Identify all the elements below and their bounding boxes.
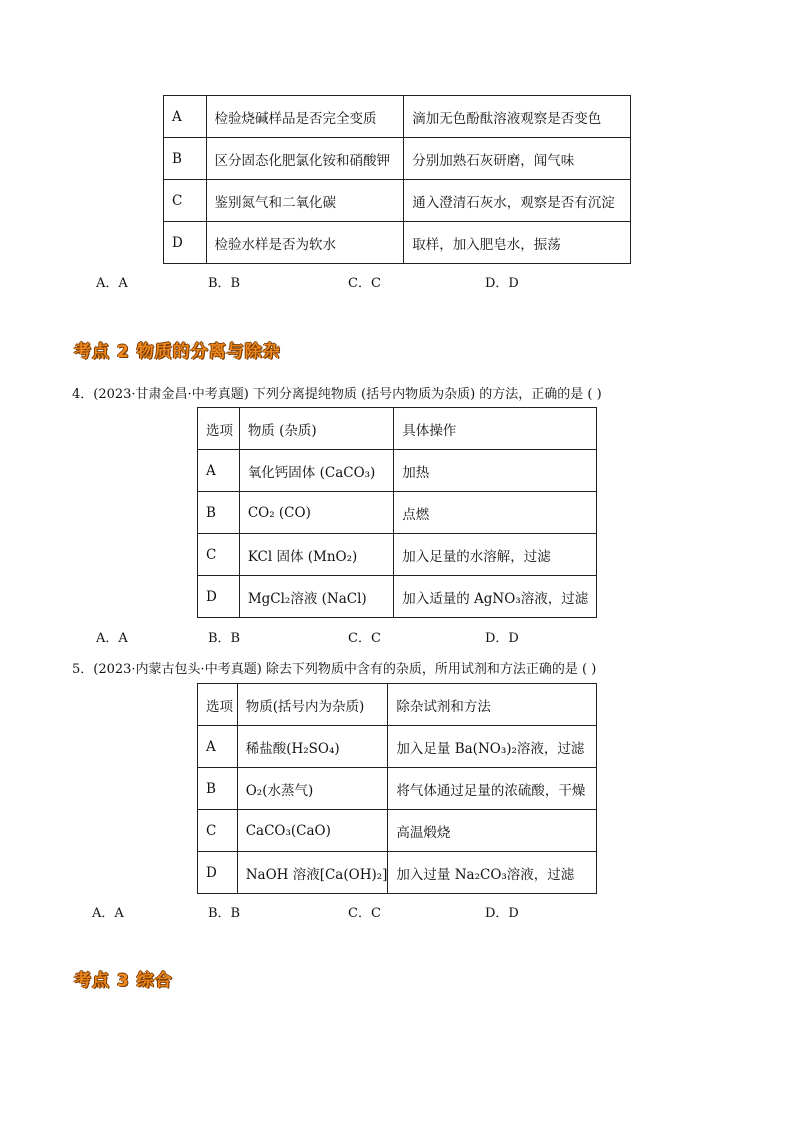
q4-cell: CO₂ (CO) xyxy=(239,492,393,534)
section-heading-3: 考点 3 综合 xyxy=(74,971,173,991)
q4-cell: MgCl₂溶液 (NaCl) xyxy=(239,576,393,618)
option-b[interactable]: B．B xyxy=(208,906,241,921)
q3-cell: D xyxy=(164,222,207,264)
table-row xyxy=(198,852,597,894)
q4-cell: KCl 固体 (MnO₂) xyxy=(239,534,393,576)
q4-cell: C xyxy=(198,534,240,576)
q5-cell: 稀盐酸(H₂SO₄) xyxy=(237,726,388,768)
q5-cell: C xyxy=(198,810,238,852)
q4-cell: 加入足量的水溶解，过滤 xyxy=(394,534,597,576)
option-a[interactable]: A．A xyxy=(92,906,124,921)
q5-cell: O₂(水蒸气) xyxy=(237,768,388,810)
q5-cell: CaCO₃(CaO) xyxy=(237,810,388,852)
q4-header-cell: 具体操作 xyxy=(394,408,597,450)
q3-cell: 区分固态化肥氯化铵和硝酸钾 xyxy=(206,138,404,180)
q3-cell: 检验水样是否为软水 xyxy=(206,222,404,264)
q4-cell: 加热 xyxy=(394,450,597,492)
option-c[interactable]: C．C xyxy=(348,631,381,646)
q5-header-cell: 除杂试剂和方法 xyxy=(388,684,597,726)
q4-stem: 4．(2023·甘肃金昌·中考真题) 下列分离提纯物质 (括号内物质为杂质) 的方法，正确的是 ( ) xyxy=(72,387,602,402)
table-row xyxy=(198,492,597,534)
table-row xyxy=(198,810,597,852)
option-b[interactable]: B．B xyxy=(208,631,241,646)
table-row xyxy=(198,534,597,576)
q3-cell: A xyxy=(164,96,207,138)
option-c[interactable]: C．C xyxy=(348,276,381,291)
q4-cell: B xyxy=(198,492,240,534)
q5-cell: 高温煅烧 xyxy=(388,810,597,852)
q5-header-cell: 物质(括号内为杂质) xyxy=(237,684,388,726)
q3-cell: 滴加无色酚酞溶液观察是否变色 xyxy=(404,96,631,138)
table-row xyxy=(198,576,597,618)
q5-cell: D xyxy=(198,852,238,894)
q5-cell: B xyxy=(198,768,238,810)
table-row xyxy=(164,138,631,180)
q5-cell: 加入足量 Ba(NO₃)₂溶液，过滤 xyxy=(388,726,597,768)
table-row xyxy=(164,96,631,138)
option-c[interactable]: C．C xyxy=(348,906,381,921)
section-heading-2: 考点 2 物质的分离与除杂 xyxy=(74,342,281,362)
q4-header-cell: 选项 xyxy=(198,408,240,450)
q4-cell: 点燃 xyxy=(394,492,597,534)
table-row xyxy=(198,726,597,768)
q4-cell: 加入适量的 AgNO₃溶液，过滤 xyxy=(394,576,597,618)
q4-cell: 氧化钙固体 (CaCO₃) xyxy=(239,450,393,492)
table-row xyxy=(164,180,631,222)
q5-stem: 5．(2023·内蒙古包头·中考真题) 除去下列物质中含有的杂质，所用试剂和方法正确的是 ( ) xyxy=(72,662,597,677)
table-row xyxy=(198,450,597,492)
q4-cell: A xyxy=(198,450,240,492)
q5-cell: NaOH 溶液[Ca(OH)₂] xyxy=(237,852,388,894)
table-header-row xyxy=(198,408,597,450)
q3-cell: 通入澄清石灰水，观察是否有沉淀 xyxy=(404,180,631,222)
q3-table xyxy=(163,95,631,264)
q4-table xyxy=(197,407,597,618)
q5-header-cell: 选项 xyxy=(198,684,238,726)
table-row xyxy=(198,768,597,810)
q3-cell: 分别加熟石灰研磨，闻气味 xyxy=(404,138,631,180)
table-header-row xyxy=(198,684,597,726)
q4-header-cell: 物质 (杂质) xyxy=(239,408,393,450)
option-d[interactable]: D．D xyxy=(485,631,519,646)
q5-cell: A xyxy=(198,726,238,768)
q3-cell: C xyxy=(164,180,207,222)
q5-table xyxy=(197,683,597,894)
q5-cell: 将气体通过足量的浓硫酸，干燥 xyxy=(388,768,597,810)
q5-cell: 加入过量 Na₂CO₃溶液，过滤 xyxy=(388,852,597,894)
option-d[interactable]: D．D xyxy=(485,906,519,921)
option-a[interactable]: A．A xyxy=(96,631,128,646)
q3-cell: B xyxy=(164,138,207,180)
option-b[interactable]: B．B xyxy=(208,276,241,291)
option-a[interactable]: A．A xyxy=(96,276,128,291)
table-row xyxy=(164,222,631,264)
q4-cell: D xyxy=(198,576,240,618)
option-d[interactable]: D．D xyxy=(485,276,519,291)
q3-cell: 鉴别氮气和二氧化碳 xyxy=(206,180,404,222)
q3-cell: 检验烧碱样品是否完全变质 xyxy=(206,96,404,138)
q3-cell: 取样，加入肥皂水，振荡 xyxy=(404,222,631,264)
